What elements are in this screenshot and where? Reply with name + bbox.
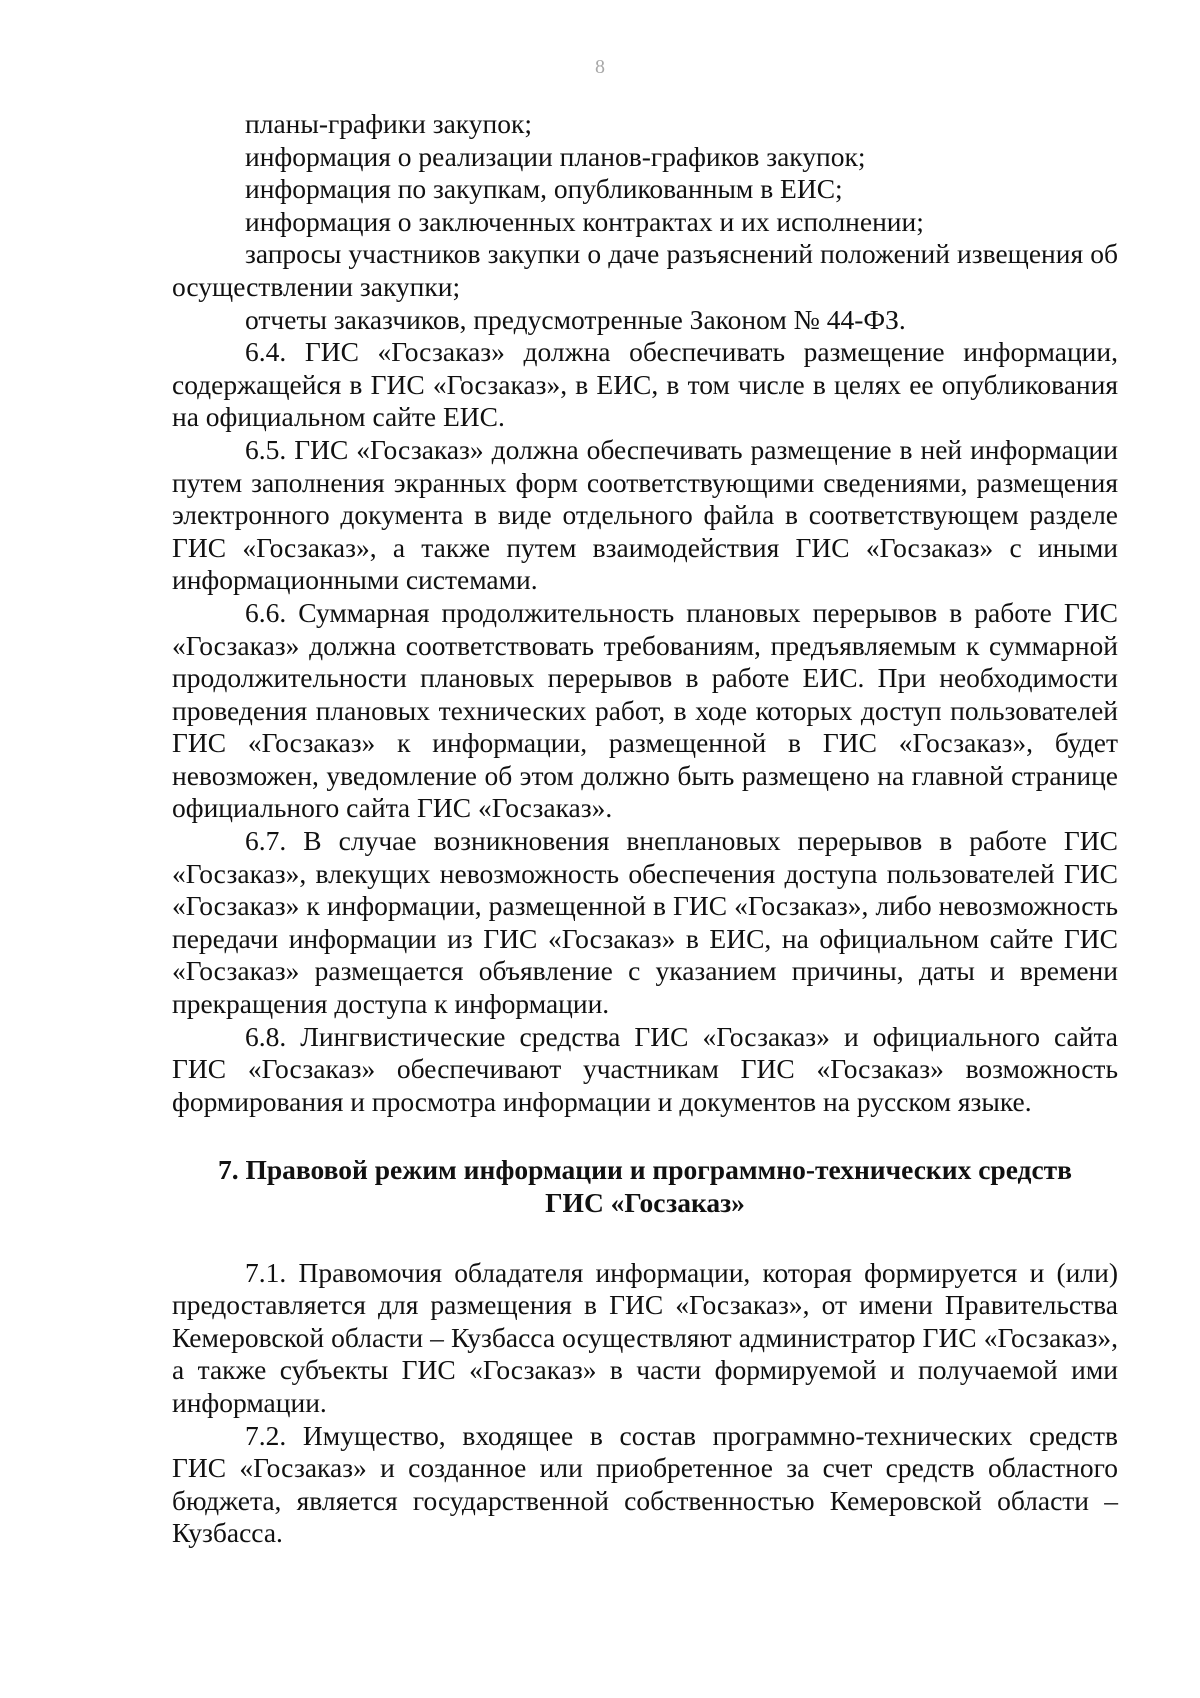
list-item: информация по закупкам, опубликованным в ЕИС; — [245, 173, 843, 205]
paragraph-7-1: 7.1. Правомочия обладателя информации, которая формируется и (или) предоставляется для размещения в ГИС «Госзаказ», от имени Правительства Кемеровской области – Кузбасса осуществляют администратор ГИС «Госзаказ», а также субъекты ГИС «Госзаказ» в части формируемой и получаемой ими информации. — [172, 1256, 1118, 1418]
section-7-heading-line-1: 7. Правовой режим информации и программно-технических средств — [217, 1154, 1073, 1186]
section-7-heading-line-2: ГИС «Госзаказ» — [545, 1187, 745, 1218]
paragraph-7-2: 7.2. Имущество, входящее в состав программно-технических средств ГИС «Госзаказ» и созданное или приобретенное за счет средств областного бюджета, является государственной собственностью Кемеровской области – Кузбасса. — [172, 1419, 1118, 1549]
paragraph-6-6: 6.6. Суммарная продолжительность плановых перерывов в работе ГИС «Госзаказ» должна соответствовать требованиям, предъявляемым к суммарной продолжительности плановых перерывов в работе ЕИС. При необходимости проведения плановых технических работ, в ходе которых доступ пользователей ГИС «Госзаказ» к информации, размещенной в ГИС «Госзаказ», будет невозможен, уведомление об этом должно быть размещено на главной странице официального сайта ГИС «Госзаказ». — [172, 596, 1118, 824]
section-7-heading — [172, 1154, 1118, 1219]
paragraph-6-4: 6.4. ГИС «Госзаказ» должна обеспечивать размещение информации, содержащейся в ГИС «Госзаказ», в ЕИС, в том числе в целях ее опубликования на официальном сайте ЕИС. — [172, 336, 1118, 433]
paragraph-6-8: 6.8. Лингвистические средства ГИС «Госзаказ» и официального сайта ГИС «Госзаказ» обеспечивают участникам ГИС «Госзаказ» возможность формирования и просмотра информации и документов на русском языке. — [172, 1020, 1118, 1117]
page-number: 8 — [595, 56, 605, 78]
list-item: запросы участников закупки о даче разъяснений положений извещения об осуществлении закупки; — [172, 238, 1118, 302]
list-item: отчеты заказчиков, предусмотренные Законом № 44-ФЗ. — [245, 303, 906, 335]
list-item: информация о заключенных контрактах и их исполнении; — [245, 205, 924, 237]
paragraph-6-5: 6.5. ГИС «Госзаказ» должна обеспечивать размещение в ней информации путем заполнения экранных форм соответствующими сведениями, размещения электронного документа в виде отдельного файла в соответствующем разделе ГИС «Госзаказ», а также путем взаимодействия ГИС «Госзаказ» с иными информационными системами. — [172, 433, 1118, 596]
list-item: информация о реализации планов-графиков закупок; — [245, 140, 866, 172]
paragraph-6-7: 6.7. В случае возникновения внеплановых перерывов в работе ГИС «Госзаказ», влекущих невозможность обеспечения доступа пользователей ГИС «Госзаказ» к информации, размещенной в ГИС «Госзаказ», либо невозможность передачи информации из ГИС «Госзаказ» в ЕИС, на официальном сайте ГИС «Госзаказ» размещается объявление с указанием причины, даты и времени прекращения доступа к информации. — [172, 825, 1118, 1020]
list-item: планы-графики закупок; — [245, 108, 532, 139]
document-body — [172, 108, 1118, 1550]
